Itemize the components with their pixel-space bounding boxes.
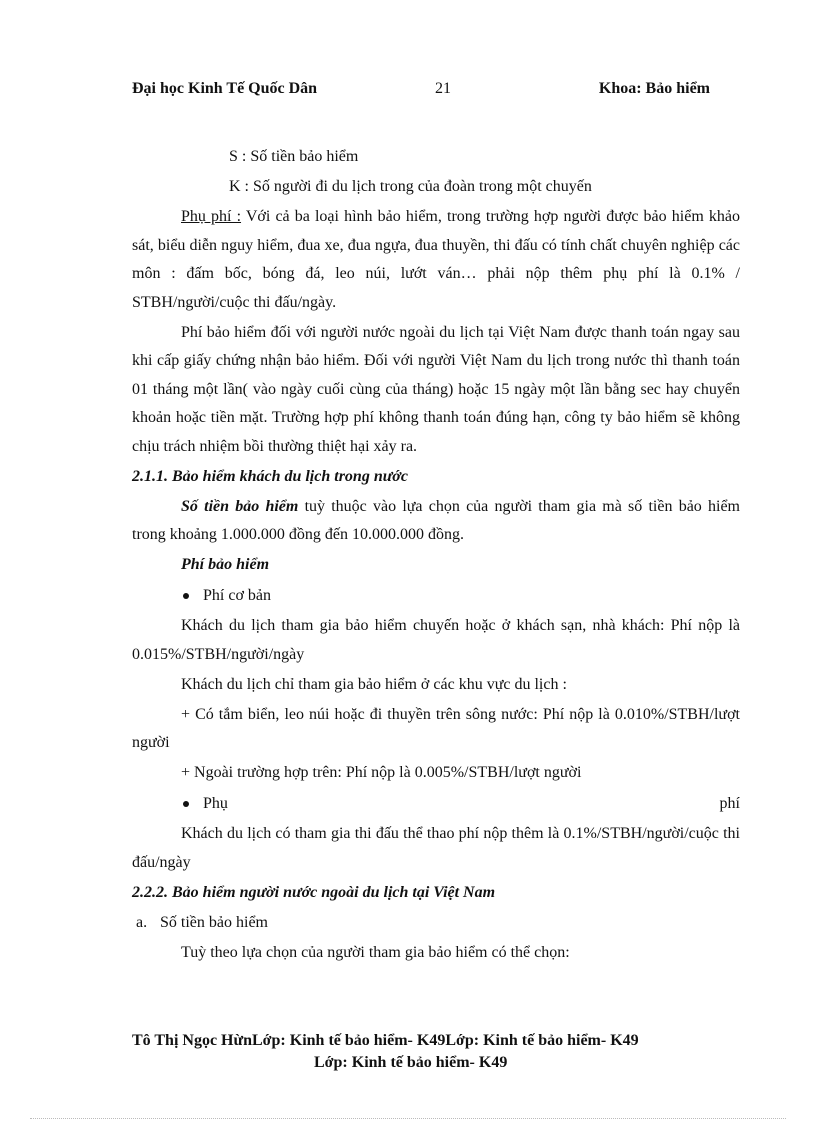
insured-amount-paragraph <box>132 493 740 550</box>
footer-line-2: Lớp: Kinh tế bảo hiểm- K49 <box>314 1054 508 1071</box>
bullet-base-premium-text: Phí cơ bản <box>203 586 272 604</box>
header-page-number: 21 <box>435 80 451 97</box>
plus-swimming-item: + Có tắm biển, leo núi hoặc đi thuyền trên sông nước: Phí nộp là 0.010%/STBH/lượt người <box>132 705 740 751</box>
list-item-a <box>132 909 740 938</box>
bullet-surcharge-right: phí <box>719 794 740 812</box>
list-marker-a: a. <box>136 913 148 931</box>
document-body <box>132 143 740 969</box>
surcharge-label: Phụ phí : <box>181 208 242 225</box>
k-definition: K : Số người đi du lịch trong của đoàn trong một chuyến <box>229 178 592 195</box>
choice-paragraph: Tuỳ theo lựa chọn của người tham gia bảo hiểm có thể chọn: <box>181 943 570 961</box>
plus-other-item: + Ngoài trường hợp trên: Phí nộp là 0.005%/STBH/lượt người <box>181 764 582 781</box>
insured-amount-label: Số tiền bảo hiểm <box>181 497 299 515</box>
s-definition: S : Số tiền bảo hiểm <box>229 148 359 165</box>
page-footer <box>132 1030 692 1074</box>
payment-paragraph: Phí bảo hiểm đối với người nước ngoài du lịch tại Việt Nam được thanh toán ngay sau khi cấp giấy chứng nhận bảo hiểm. Đối với người Việt Nam du lịch trong nước thì thanh toán 01 tháng một lần( vào ngày cuối cùng của tháng) hoặc 15 ngày một lần bằng sec hay chuyển khoản hoặc tiền mặt. Trường hợp phí không thanh toán đúng hạn, công ty bảo hiểm sẽ không chịu trách nhiệm bồi thường thiệt hại xảy ra. <box>132 323 740 455</box>
section-heading-2-2-2: 2.2.2. Bảo hiểm người nước ngoài du lịch tại Việt Nam <box>132 883 496 901</box>
bullet-surcharge-left: Phụ <box>203 794 228 812</box>
header-university: Đại học Kinh Tế Quốc Dân <box>132 80 318 97</box>
surcharge-paragraph <box>132 203 740 317</box>
sports-paragraph: Khách du lịch có tham gia thi đấu thể thao phí nộp thêm là 0.1%/STBH/người/cuộc thi đấu/ngày <box>132 825 740 871</box>
bullet-dot-icon <box>183 593 189 599</box>
bullet-surcharge <box>132 790 740 819</box>
insured-amount-text: tuỳ thuộc vào lựa chọn của người tham gia mà số tiền bảo hiểm trong khoảng 1.000.000 đồng đến 10.000.000 đồng. <box>132 497 740 543</box>
page-header <box>132 80 710 102</box>
footer-divider <box>30 1118 786 1119</box>
trip-hotel-paragraph: Khách du lịch tham gia bảo hiểm chuyến hoặc ở khách sạn, nhà khách: Phí nộp là 0.015%/STBH/người/ngày <box>132 617 740 663</box>
header-faculty: Khoa: Bảo hiểm <box>598 80 710 97</box>
tourist-area-paragraph: Khách du lịch chỉ tham gia bảo hiểm ở các khu vực du lịch : <box>181 675 567 693</box>
bullet-dot-icon <box>183 801 189 807</box>
premium-subheading: Phí bảo hiểm <box>181 556 270 573</box>
bullet-base-premium <box>132 582 740 611</box>
section-heading-2-1-1: 2.1.1. Bảo hiểm khách du lịch trong nước <box>132 467 408 485</box>
list-item-a-text: Số tiền bảo hiểm <box>160 913 268 931</box>
surcharge-text: Với cả ba loại hình bảo hiểm, trong trường hợp người được bảo hiểm khảo sát, biểu diễn nguy hiểm, đua xe, đua ngựa, đua thuyền, thi đấu có tính chất chuyên nghiệp các môn : đấm bốc, bóng đá, leo núi, lướt ván… phải nộp thêm phụ phí là 0.1% / STBH/người/cuộc thi đấu/ngày. <box>132 208 740 311</box>
footer-line-1: Tô Thị Ngọc HừnLớp: Kinh tế bảo hiểm- K49Lớp: Kinh tế bảo hiểm- K49 <box>132 1032 639 1049</box>
